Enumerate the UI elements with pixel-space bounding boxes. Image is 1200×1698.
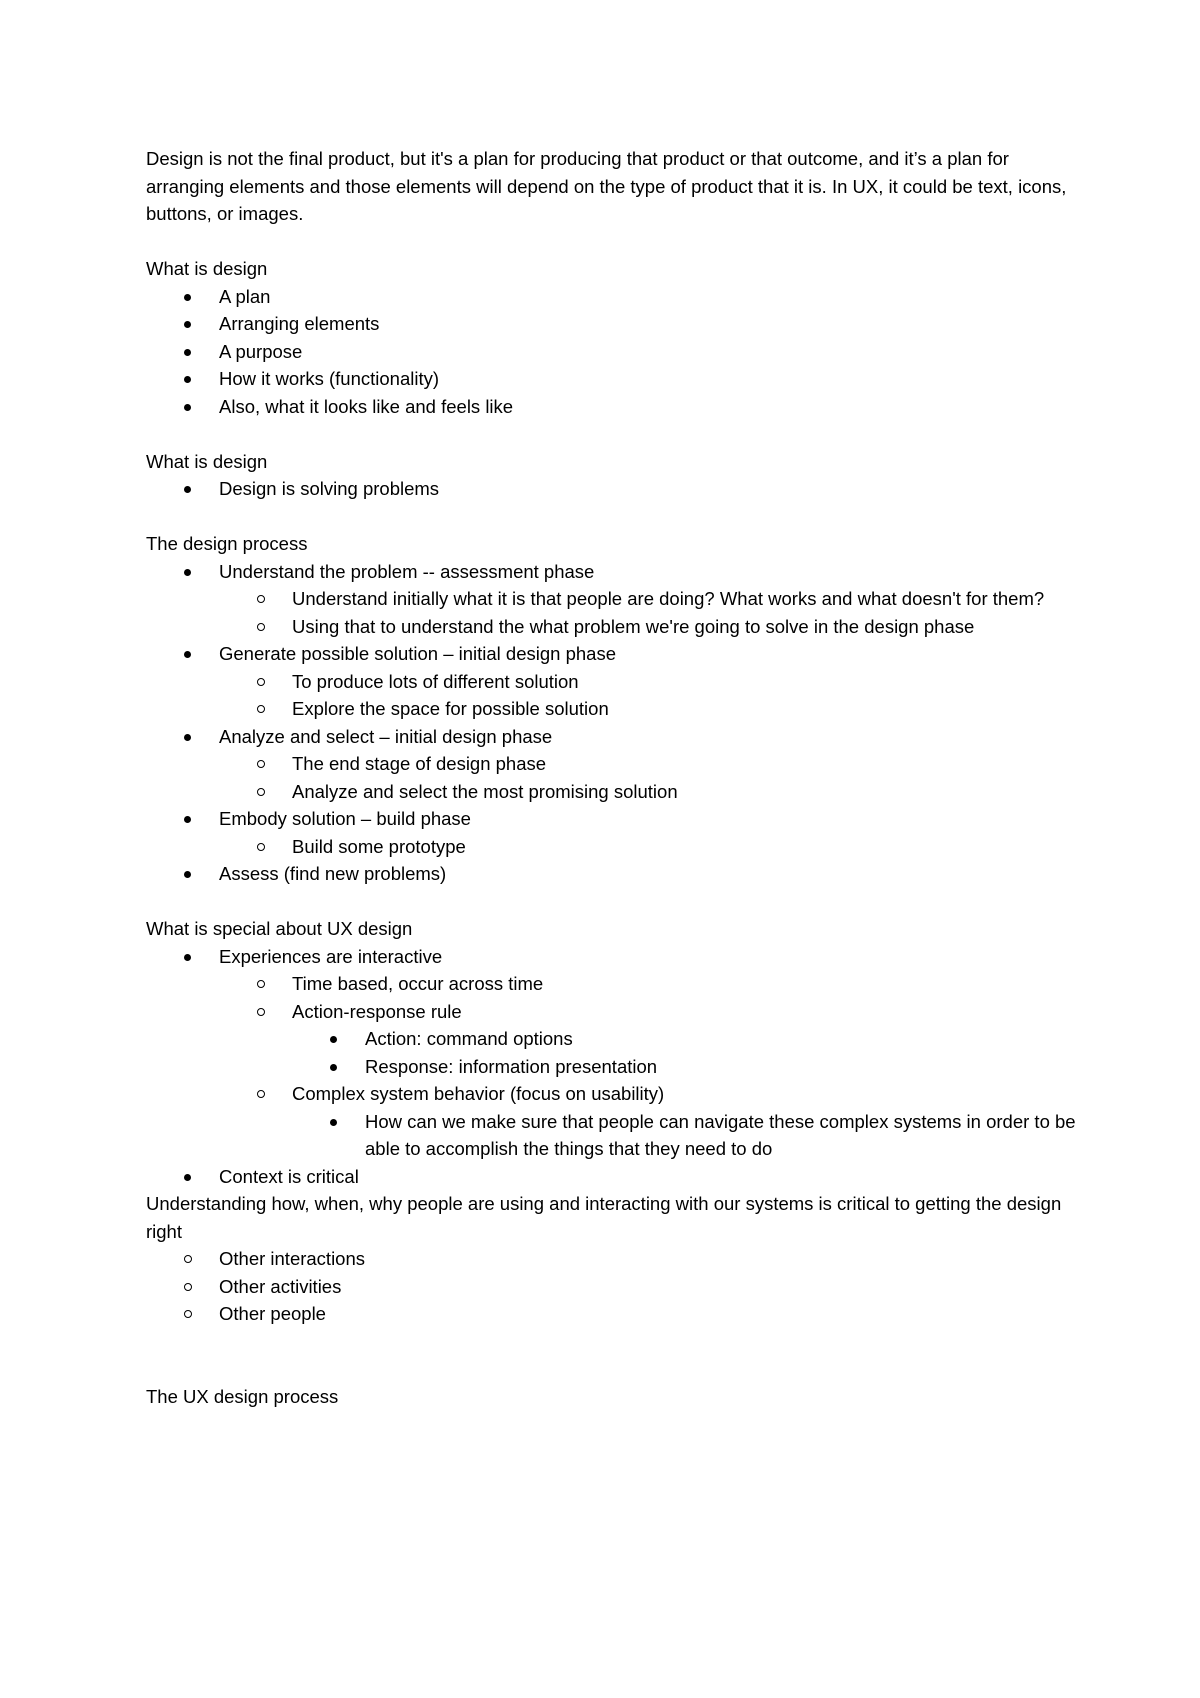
- bullet-icon: [184, 310, 191, 338]
- hollow-bullet-icon: [257, 668, 265, 696]
- list-item: Embody solution – build phase: [146, 805, 1086, 833]
- bullet-icon: [184, 338, 191, 366]
- sub-sub-list-item: How can we make sure that people can navigate these complex systems in order to be able to accomplish the things that they need to do: [146, 1108, 1086, 1163]
- sub-list-item: The end stage of design phase: [146, 750, 1086, 778]
- sub-list-item: Analyze and select the most promising solution: [146, 778, 1086, 806]
- hollow-bullet-icon: [257, 833, 265, 861]
- context-paragraph: Understanding how, when, why people are using and interacting with our systems is critical to getting the design right: [146, 1193, 1062, 1242]
- sub-list-item: Action-response rule: [146, 998, 1086, 1026]
- list-item: Understand the problem -- assessment phase: [146, 558, 1086, 586]
- bullet-icon: [330, 1025, 337, 1053]
- hollow-bullet-icon: [257, 778, 265, 806]
- hollow-bullet-list: [146, 1245, 1086, 1328]
- section-heading-special-ux-design: What is special about UX design: [146, 918, 413, 939]
- bullet-icon: [184, 475, 191, 503]
- bullet-list: [146, 943, 1086, 1191]
- bullet-icon: [330, 1053, 337, 1081]
- list-item: Assess (find new problems): [146, 860, 1086, 888]
- list-item: Arranging elements: [146, 310, 1086, 338]
- document-page: [146, 145, 1086, 1410]
- list-item: Other activities: [146, 1273, 1086, 1301]
- bullet-icon: [184, 723, 191, 751]
- hollow-bullet-icon: [257, 1080, 265, 1108]
- section-heading-what-is-design-2: What is design: [146, 450, 268, 472]
- list-item: How it works (functionality): [146, 365, 1086, 393]
- list-item: Generate possible solution – initial design phase: [146, 640, 1086, 668]
- bullet-icon: [184, 640, 191, 668]
- bullet-icon: [184, 943, 191, 971]
- list-item: Other people: [146, 1300, 1086, 1328]
- list-item: Other interactions: [146, 1245, 1086, 1273]
- list-item: Design is solving problems: [146, 475, 1086, 503]
- section-heading-ux-design-process: The UX design process: [146, 1385, 339, 1407]
- bullet-list: [146, 475, 1086, 503]
- sub-sub-list-item: Action: command options: [146, 1025, 1086, 1053]
- bullet-list: [146, 558, 1086, 888]
- bullet-icon: [184, 805, 191, 833]
- hollow-bullet-icon: [257, 695, 265, 723]
- hollow-bullet-icon: [257, 585, 265, 613]
- hollow-bullet-icon: [184, 1245, 192, 1273]
- bullet-icon: [184, 1163, 191, 1191]
- sub-list-item: Time based, occur across time: [146, 970, 1086, 998]
- bullet-icon: [184, 365, 191, 393]
- hollow-bullet-icon: [184, 1300, 192, 1328]
- bullet-icon: [184, 283, 191, 311]
- bullet-icon: [184, 558, 191, 586]
- bullet-icon: [330, 1108, 337, 1136]
- list-item: A purpose: [146, 338, 1086, 366]
- sub-list-item: Explore the space for possible solution: [146, 695, 1086, 723]
- bullet-icon: [184, 393, 191, 421]
- intro-paragraph: Design is not the final product, but it's a plan for producing that product or that outcome, and it’s a plan for arranging elements and those elements will depend on the type of product that it is. In UX, it could be text, icons, buttons, or images.: [146, 148, 1067, 224]
- hollow-bullet-icon: [184, 1273, 192, 1301]
- hollow-bullet-icon: [257, 613, 265, 641]
- list-item: Analyze and select – initial design phase: [146, 723, 1086, 751]
- list-item: A plan: [146, 283, 1086, 311]
- section-heading-what-is-design: What is design: [146, 258, 268, 279]
- sub-sub-list-item: Response: information presentation: [146, 1053, 1086, 1081]
- sub-list-item: Complex system behavior (focus on usability): [146, 1080, 1086, 1108]
- sub-list-item: Build some prototype: [146, 833, 1086, 861]
- hollow-bullet-icon: [257, 998, 265, 1026]
- section-heading-design-process: The design process: [146, 533, 308, 554]
- list-item: Also, what it looks like and feels like: [146, 393, 1086, 421]
- sub-list-item: To produce lots of different solution: [146, 668, 1086, 696]
- list-item: Experiences are interactive: [146, 943, 1086, 971]
- list-item: Context is critical: [146, 1163, 1086, 1191]
- bullet-list: [146, 283, 1086, 421]
- hollow-bullet-icon: [257, 750, 265, 778]
- sub-list-item: Understand initially what it is that people are doing? What works and what doesn't for them?: [146, 585, 1086, 613]
- sub-list-item: Using that to understand the what problem we're going to solve in the design phase: [146, 613, 1086, 641]
- bullet-icon: [184, 860, 191, 888]
- hollow-bullet-icon: [257, 970, 265, 998]
